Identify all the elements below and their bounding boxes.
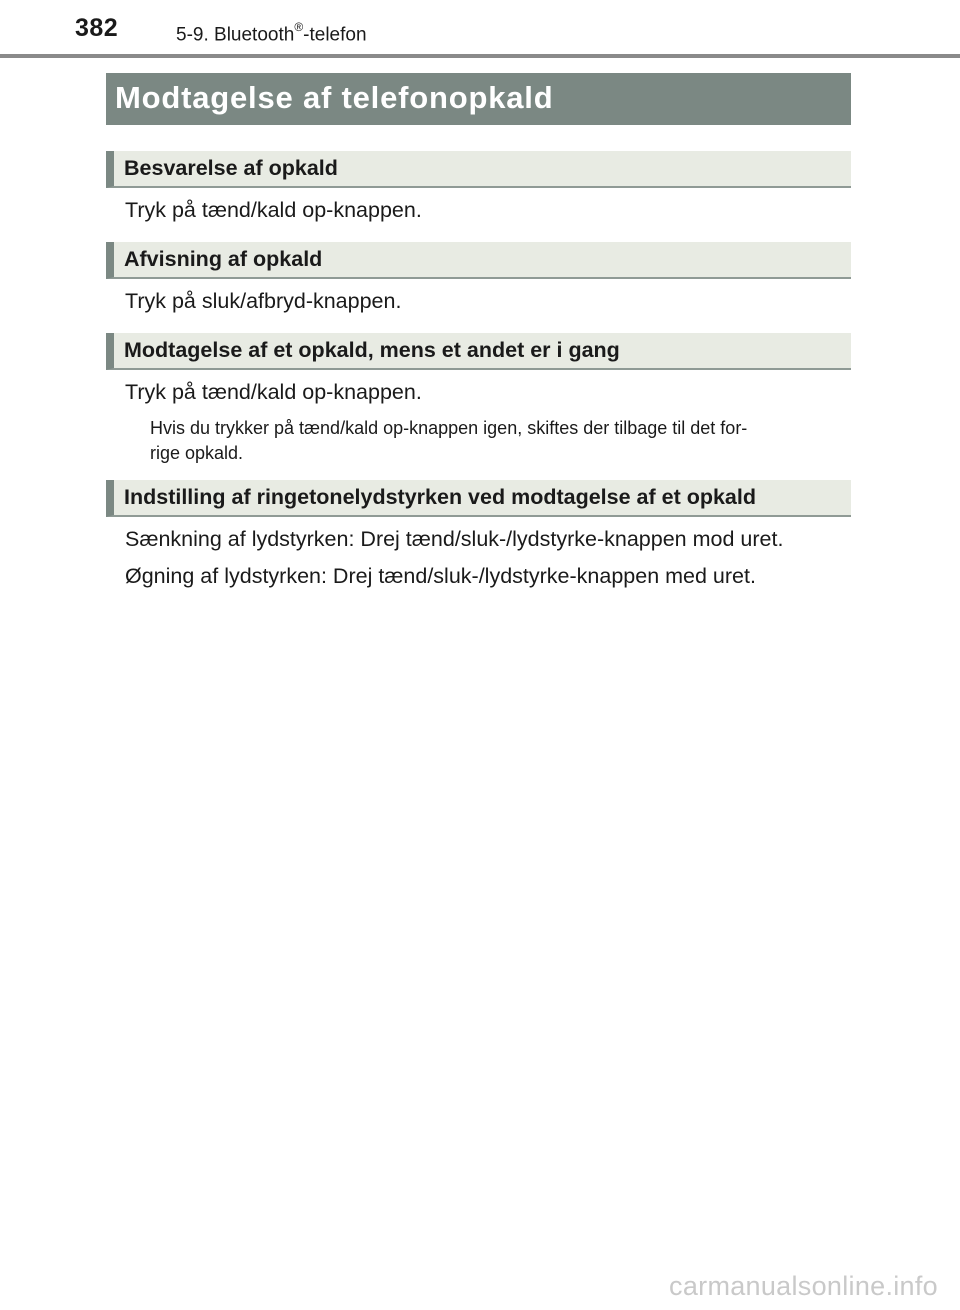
note-line-2: rige opkald. — [150, 443, 244, 463]
watermark: carmanualsonline.info — [669, 1271, 938, 1301]
section-text-answer: Tryk på tænd/kald op-knappen. — [125, 198, 422, 222]
chapter-title — [176, 22, 367, 46]
section-text-volume-down: Sænkning af lydstyrken: Drej tænd/sluk-/lydstyrke-knappen mod uret. — [125, 527, 784, 551]
note-line-1: Hvis du trykker på tænd/kald op-knappen igen, skiftes der tilbage til det for- — [150, 418, 748, 438]
chapter-prefix: 5-9. Bluetooth — [176, 24, 295, 46]
chapter-suffix: -telefon — [303, 24, 367, 46]
main-title: Modtagelse af telefonopkald — [106, 73, 851, 125]
section-heading-ringtone-volume: Indstilling af ringetonelydstyrken ved modtagelse af et opkald — [106, 480, 851, 517]
section-text-volume-up: Øgning af lydstyrken: Drej tænd/sluk-/lydstyrke-knappen med uret. — [125, 564, 756, 588]
section-note-call-waiting — [150, 416, 850, 466]
registered-mark: ® — [294, 20, 304, 34]
section-heading-reject: Afvisning af opkald — [106, 242, 851, 279]
section-heading-call-waiting: Modtagelse af et opkald, mens et andet er i gang — [106, 333, 851, 370]
page-number: 382 — [75, 14, 119, 42]
header-divider — [0, 54, 960, 58]
section-text-reject: Tryk på sluk/afbryd-knappen. — [125, 289, 402, 313]
section-text-call-waiting: Tryk på tænd/kald op-knappen. — [125, 380, 422, 404]
section-heading-answer: Besvarelse af opkald — [106, 151, 851, 188]
